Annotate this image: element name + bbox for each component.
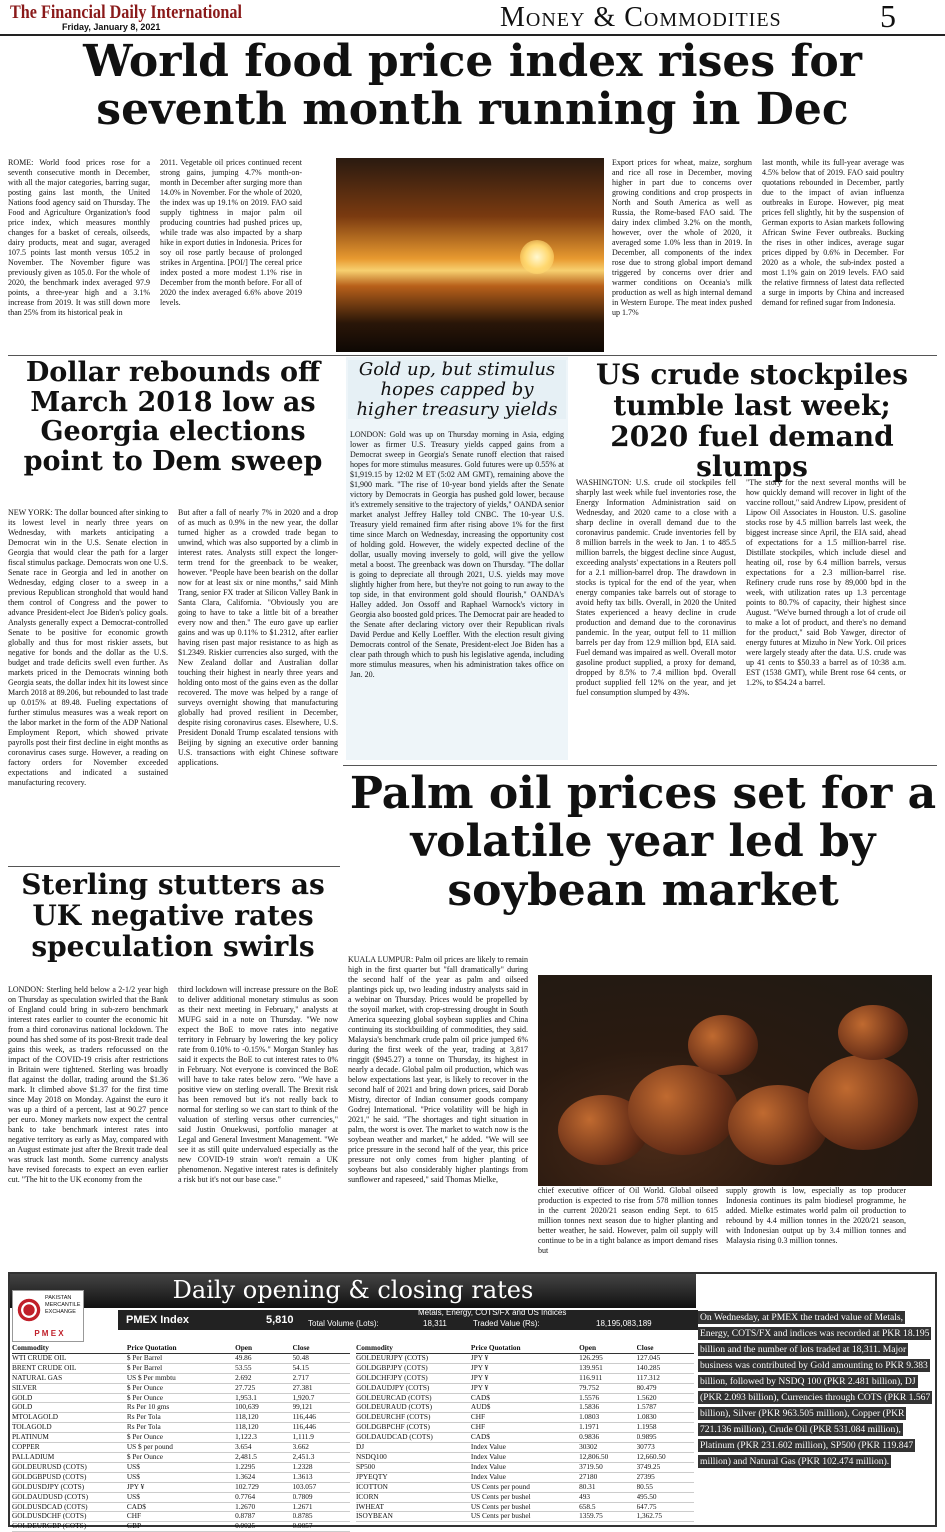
table-cell: 1,111.9 bbox=[292, 1433, 314, 1442]
table-cell: 27.381 bbox=[292, 1383, 313, 1392]
table-cell: 0.8787 bbox=[235, 1512, 256, 1521]
table-cell: $ Per Barrel bbox=[126, 1353, 163, 1362]
sterling-headline: Sterling stutters as UK negative rates speculation swirls bbox=[21, 868, 325, 963]
table-row bbox=[356, 1403, 694, 1413]
pmex-logo-text: PAKISTAN MERCANTILE EXCHANGE bbox=[45, 1295, 81, 1315]
table-cell: GOLDEURUSD (COTS) bbox=[12, 1462, 87, 1471]
table-row bbox=[12, 1413, 350, 1423]
table-cell: GOLDUSDCAD (COTS) bbox=[12, 1502, 88, 1511]
table-cell: 80.479 bbox=[636, 1383, 657, 1392]
table-row bbox=[12, 1423, 350, 1433]
gold-body: LONDON: Gold was up on Thursday morning in Asia, edging lower as firmer U.S. Treasury yields capped gains from a Democrat sweep in Georgia's Senate runoff election that raised hopes for more stimulus measures. Gold futures were up 0.55% at $1,919.15 by 12:02 M ET (5:02 AM GMT), remaining above the $1,900 mark. "The rise of 10-year bond yields after the Senate victory by Democrats in Georgia has pushed gold lower, because it's extremely sensitive to the trajectory of yields," OANDA senior market analyst Jeffrey Halley told CNBC. The 10-year U.S. Treasury yield remained firm after rising above 1% for the first time since March on Wednesday, increasing the opportunity cost of holding gold. However, the widely expected decline of the dollar, usually moving inversely to gold, will give the yellow metal a boost. The greenback was down on Thursday. "The dollar is going to depreciate all through 2021, U.S. yields may move slightly higher from here, but they're not going to run away to the top side, in that environment gold should flourish," OANDA's Halley added. Jon Ossoff and Raphael Warnock's victory in Georgia also boosted gold prices. The Democrat pair are headed to the Senate after declaring victory over their Republican rivals David Perdue and Kelly Loeffler. With the election result giving Democrats control of the Senate, President-elect Joe Biden has a clear path through which to push his legislative agenda, including more stimulus measures, when his administration takes office on Jan. 20. bbox=[350, 430, 564, 679]
table-cell: 12,806.50 bbox=[579, 1452, 609, 1461]
table-cell: Rs Per Tola bbox=[126, 1423, 161, 1432]
table-cell: US$ bbox=[126, 1472, 140, 1481]
table-cell: CHF bbox=[470, 1423, 486, 1432]
table-cell: 1.1971 bbox=[579, 1423, 600, 1432]
table-row bbox=[12, 1364, 350, 1374]
table-cell: 1.1958 bbox=[636, 1423, 657, 1432]
rates-commentary-text: On Wednesday, at PMEX the traded value of Metals, Energy, COTS/FX and indices was recorded at PKR 18.195 billion and the number of lots traded at 18,311. Major business was contributed by Gold amounting to PKR 9.383 billion, followed by NSDQ 100 (PKR 2.481 billion), DJ (PKR 2.093 billion), Currencies through COTS (PKR 1.567 billion), Silver (PKR 963.505 million), Copper (PKR 721.136 million), Crude Oil (PKR 531.084 million), Platinum (PKR 231.602 million), SP500 (PKR 119.847 million) and Natural Gas (PKR 102.474 million). bbox=[700, 1312, 931, 1467]
crude-headline: US crude stockpiles tumble last week; 2020 fuel demand slumps bbox=[596, 358, 908, 484]
table-cell: GOLDGBPUSD (COTS) bbox=[12, 1472, 87, 1481]
rates-commentary bbox=[698, 1310, 934, 1520]
issue-date: Friday, January 8, 2021 bbox=[62, 22, 161, 32]
table-cell: 100,639 bbox=[235, 1403, 259, 1412]
table-cell: 2.717 bbox=[292, 1373, 309, 1382]
table-cell: ISOYBEAN bbox=[356, 1512, 393, 1521]
table-cell: US Cents per pound bbox=[470, 1482, 530, 1491]
table-cell: ICOTTON bbox=[356, 1482, 388, 1491]
table-cell: 1.0803 bbox=[579, 1413, 600, 1422]
table-row bbox=[12, 1522, 350, 1532]
table-cell: 3719.50 bbox=[579, 1462, 603, 1471]
table-cell: GOLDEURCHF (COTS) bbox=[356, 1413, 431, 1422]
table-cell: JPY ¥ bbox=[470, 1373, 489, 1382]
table-cell: 80.55 bbox=[636, 1482, 653, 1491]
table-cell: GOLDAUDJPY (COTS) bbox=[356, 1383, 430, 1392]
pmex-index-value: 5,810 bbox=[266, 1314, 294, 1326]
rates-title: Daily opening & closing rates bbox=[172, 1276, 534, 1304]
table-row bbox=[356, 1354, 694, 1364]
table-cell: ICORN bbox=[356, 1492, 379, 1501]
table-cell: 3.654 bbox=[235, 1443, 252, 1452]
table-cell: 2,481.5 bbox=[235, 1452, 257, 1461]
table-cell: $ Per Barrel bbox=[126, 1363, 163, 1372]
table-cell: NSDQ100 bbox=[356, 1452, 387, 1461]
table-row bbox=[356, 1364, 694, 1374]
food-col-1: ROME: World food prices rose for a seventh consecutive month in December, with all the major categories, barring sugar, posting gains last month, the United Nations food agency said on Thursday. The Food and Agriculture Organization's food price index, which measures monthly changes for a basket of cereals, oilseeds, dairy products, meat and sugar, averaged 107.5 points last month versus 105.2 in November. The November figure was previously given as 105.0. For the whole of 2020, the benchmark index averaged 97.9 points, a three-year high and a 3.1% increase from 2019. It was still down more than 25% from its historical peak in bbox=[8, 158, 150, 317]
food-col-3: Export prices for wheat, maize, sorghum and rice all rose in December, moving higher in part due to concerns over growing conditions and crop prospects in North and South America as well as Russia, the Rome-based FAO said. The dairy index climbed 3.2% on the month, however, over the whole of 2020, it averaged some 1.0% less than in 2019. In December, all components of the index rose due to strong global import demand triggered by concerns over drier and warmer conditions on Oceania's milk production as well as high internal demand in Western Europe. The meat index pushed up 1.7% bbox=[612, 158, 752, 317]
table-cell: TOLAGOLD bbox=[12, 1423, 52, 1432]
table-cell: US Cents per bushel bbox=[470, 1512, 531, 1521]
table-cell: GOLDEURAUD (COTS) bbox=[356, 1403, 433, 1412]
table-cell: 103.057 bbox=[292, 1482, 317, 1491]
table-cell: COPPER bbox=[12, 1443, 40, 1452]
table-cell: GOLDUSDJPY (COTS) bbox=[12, 1482, 85, 1491]
table-cell: 1,920.7 bbox=[292, 1393, 315, 1402]
table-cell: CHF bbox=[126, 1512, 142, 1521]
table-row bbox=[12, 1473, 350, 1483]
table-cell: GOLDAUDUSD (COTS) bbox=[12, 1492, 89, 1501]
table-cell: MTOLAGOLD bbox=[12, 1413, 59, 1422]
table-row bbox=[356, 1493, 694, 1503]
table-cell: 1.3624 bbox=[235, 1472, 256, 1481]
column-header: Open bbox=[235, 1344, 253, 1352]
table-cell: GOLDEURCAD (COTS) bbox=[356, 1393, 432, 1402]
table-cell: 12,660.50 bbox=[636, 1452, 666, 1461]
table-cell: 1.5787 bbox=[636, 1403, 657, 1412]
table-cell: GOLDEURJPY (COTS) bbox=[356, 1353, 429, 1362]
table-cell: $ Per Ounce bbox=[126, 1452, 163, 1461]
table-cell: 50.48 bbox=[292, 1353, 309, 1362]
table-cell: 0.8785 bbox=[292, 1512, 313, 1521]
pmex-logo bbox=[12, 1290, 84, 1342]
table-cell: 99,121 bbox=[292, 1403, 313, 1412]
palm-col-3: supply growth is low, especially as top producer Indonesia continues its palm biodiesel programme, he added. Mielke estimates world palm oil production to rebound by 4.4 million tonnes in the 2020/21 season, with Indonesian output up by 3.4 million tonnes and Malaysia rising 0.3 million tonnes. bbox=[726, 1186, 906, 1245]
table-cell: WTI CRUDE OIL bbox=[12, 1353, 67, 1362]
table-cell: GOLD bbox=[12, 1393, 33, 1402]
table-cell: 1.2328 bbox=[292, 1462, 313, 1471]
table-cell: 1.5620 bbox=[636, 1393, 657, 1402]
table-cell: 79.752 bbox=[579, 1383, 600, 1392]
table-cell: 118,120 bbox=[235, 1423, 259, 1432]
table-row bbox=[356, 1473, 694, 1483]
table-row bbox=[356, 1423, 694, 1433]
table-cell: JPYEQTY bbox=[356, 1472, 388, 1481]
table-cell: 0.9895 bbox=[636, 1433, 657, 1442]
table-cell: SILVER bbox=[12, 1383, 37, 1392]
table-cell: JPY ¥ bbox=[470, 1353, 489, 1362]
table-cell: $ Per Ounce bbox=[126, 1433, 163, 1442]
table-cell: IWHEAT bbox=[356, 1502, 384, 1511]
table-cell: CHF bbox=[470, 1413, 486, 1422]
table-cell: JPY ¥ bbox=[470, 1363, 489, 1372]
rates-table-left bbox=[12, 1344, 350, 1532]
table-cell: NATURAL GAS bbox=[12, 1373, 63, 1382]
table-row bbox=[12, 1483, 350, 1493]
table-cell: GOLD bbox=[12, 1403, 33, 1412]
table-row bbox=[356, 1433, 694, 1443]
table-cell: Index Value bbox=[470, 1472, 506, 1481]
table-cell: US $ Per mmbtu bbox=[126, 1373, 176, 1382]
table-row bbox=[356, 1443, 694, 1453]
table-row bbox=[356, 1384, 694, 1394]
table-cell: 0.9836 bbox=[579, 1433, 600, 1442]
table-cell: 118,120 bbox=[235, 1413, 259, 1422]
dollar-headline: Dollar rebounds off March 2018 low as Georgia elections point to Dem sweep bbox=[23, 357, 323, 478]
traded-value: 18,195,083,189 bbox=[596, 1319, 652, 1328]
divider bbox=[8, 866, 340, 867]
table-cell: Index Value bbox=[470, 1462, 506, 1471]
table-cell: 1.2295 bbox=[235, 1462, 256, 1471]
table-row bbox=[12, 1394, 350, 1404]
table-cell: US Cents per bushel bbox=[470, 1492, 531, 1501]
table-row bbox=[356, 1394, 694, 1404]
table-cell: 27395 bbox=[636, 1472, 655, 1481]
food-headline: World food price index rises for seventh month running in Dec bbox=[83, 36, 862, 136]
table-cell: 116,446 bbox=[292, 1413, 316, 1422]
table-cell: 495.50 bbox=[636, 1492, 657, 1501]
table-cell: 1,122.3 bbox=[235, 1433, 257, 1442]
table-cell: 3749.25 bbox=[636, 1462, 661, 1471]
table-cell: GOLDEURGBP (COTS) bbox=[12, 1522, 87, 1531]
table-cell: 1,362.75 bbox=[636, 1512, 663, 1521]
table-cell: US $ per pound bbox=[126, 1443, 173, 1452]
table-cell: US Cents per bushel bbox=[470, 1502, 531, 1511]
table-cell: US$ bbox=[126, 1492, 140, 1501]
sun-glow bbox=[520, 240, 554, 274]
table-cell: 27180 bbox=[579, 1472, 598, 1481]
table-cell: CAD$ bbox=[470, 1433, 490, 1442]
table-cell: 1.2670 bbox=[235, 1502, 256, 1511]
table-cell: 1359.75 bbox=[579, 1512, 603, 1521]
newspaper-name: The Financial Daily International bbox=[10, 2, 242, 23]
table-cell: 102.729 bbox=[235, 1482, 259, 1491]
table-cell: 53.55 bbox=[235, 1363, 252, 1372]
table-row bbox=[12, 1403, 350, 1413]
page-number: 5 bbox=[880, 0, 896, 34]
table-cell: 0.7764 bbox=[235, 1492, 256, 1501]
table-row bbox=[12, 1433, 350, 1443]
table-cell: JPY ¥ bbox=[126, 1482, 145, 1491]
palm-headline: Palm oil prices set for a volatile year led by soybean market bbox=[349, 768, 937, 916]
table-cell: 2.692 bbox=[235, 1373, 252, 1382]
table-row bbox=[356, 1503, 694, 1513]
table-cell: US$ bbox=[126, 1462, 140, 1471]
crude-col-1: WASHINGTON: U.S. crude oil stockpiles fell sharply last week while fuel inventories rose, the Energy Information Administration said on Wednesday, and 2020 came to a close with a sharp decline in overall demand due to the coronavirus pandemic. Crude inventories fell by 8 million barrels in the week to Jan. 1 to 485.5 million barrels, the biggest decline since August, exceeding analysts' expectations in a Reuters poll for a 2.1 million-barrel drop. The drawdown in stocks is typical for the end of the year, when energy companies take barrels out of storage to avoid hefty tax bills. Overall, in 2020 the United States experienced a heavy decline in crude production and demand due to the coronavirus pandemic. In the year, output fell to 11 million barrels per day from 12.9 million bpd, EIA said. Fuel demand was impaired as well. Overall motor gasoline product supplied, a proxy for demand, dropped by 8.5% to 7.4 million bpd. Overall product supplied fell 12% on the year, and jet fuel consumption slumped by 43%. bbox=[576, 478, 736, 697]
table-row bbox=[12, 1493, 350, 1503]
table-row bbox=[12, 1512, 350, 1522]
table-cell: 1.3613 bbox=[292, 1472, 313, 1481]
table-cell: PLATINUM bbox=[12, 1433, 49, 1442]
table-cell: 1.2671 bbox=[292, 1502, 313, 1511]
table-cell: GOLDUSDCHF (COTS) bbox=[12, 1512, 87, 1521]
table-cell: 139.951 bbox=[579, 1363, 603, 1372]
volume-label: Total Volume (Lots): bbox=[308, 1319, 379, 1328]
section-title: Money & Commodities bbox=[500, 2, 782, 33]
table-cell: Rs Per 10 gms bbox=[126, 1403, 170, 1412]
table-cell: 30773 bbox=[636, 1443, 655, 1452]
table-cell: 127.045 bbox=[636, 1353, 661, 1362]
pmex-index-bar bbox=[118, 1310, 698, 1330]
wheat-sunset-photo bbox=[336, 158, 604, 352]
column-header: Open bbox=[579, 1344, 597, 1352]
sterling-col-1: LONDON: Sterling held below a 2-1/2 year high on Thursday as speculation swirled that the Bank of England could bring in sub-zero benchmark interest rates earlier to counter the economic hit from a third coronavirus national lockdown. The pound has shed some of its post-Brexit trade deal gains this week, as traders refocussed on the impact of the COVID-19 crisis after restrictions in Britain were tightened. Sterling was broadly flat against the dollar, trading around the $1.36 mark. It climbed above $1.37 for the first time since May 2018 on Monday. Against the euro it was up a third of a percent, last at 90.27 pence per euro. Money markets now expect the central bank to take benchmark interest rates into negative territory as early as May, compared with an August estimate just after the Brexit trade deal was struck last month. Some currency analysts have revised forecasts to expect an even earlier cut. "The hit to the UK economy from the bbox=[8, 985, 168, 1184]
table-cell: 3.662 bbox=[292, 1443, 309, 1452]
volume-value: 18,311 bbox=[423, 1319, 447, 1328]
table-cell: GOLDAUDCAD (COTS) bbox=[356, 1433, 433, 1442]
column-header: Price Quotation bbox=[470, 1344, 521, 1352]
table-cell: 117.312 bbox=[636, 1373, 660, 1382]
table-cell: $ Per Ounce bbox=[126, 1383, 163, 1392]
table-row bbox=[12, 1384, 350, 1394]
rates-subtitle: Metals, Energy, COTS/FX and US Indices bbox=[418, 1308, 567, 1317]
table-cell: 1.5576 bbox=[579, 1393, 600, 1402]
column-header: Price Quotation bbox=[126, 1344, 177, 1352]
table-row bbox=[12, 1453, 350, 1463]
table-cell: 493 bbox=[579, 1492, 591, 1501]
table-cell: GBP bbox=[126, 1522, 142, 1531]
table-cell: 1,953.1 bbox=[235, 1393, 257, 1402]
table-cell: PALLADIUM bbox=[12, 1452, 55, 1461]
table-row bbox=[12, 1503, 350, 1513]
table-header bbox=[12, 1344, 350, 1354]
table-cell: Index Value bbox=[470, 1452, 506, 1461]
table-row bbox=[12, 1354, 350, 1364]
table-row bbox=[12, 1463, 350, 1473]
column-header: Commodity bbox=[356, 1344, 393, 1352]
table-row bbox=[12, 1443, 350, 1453]
table-cell: $ Per Ounce bbox=[126, 1393, 163, 1402]
table-cell: 30302 bbox=[579, 1443, 598, 1452]
table-cell: 0.9057 bbox=[292, 1522, 313, 1531]
table-cell: Index Value bbox=[470, 1443, 506, 1452]
table-row bbox=[356, 1483, 694, 1493]
table-cell: 80.31 bbox=[579, 1482, 596, 1491]
palm-col-1: KUALA LUMPUR: Palm oil prices are likely to remain high in the first quarter but "fall dramatically" during the second half of the year as palm and oilseed plantings pick up, two leading industry analysts said in a webinar on Thursday. Prices would be propelled by the soyoil market, with crop-stressing drought in South America squeezing global soybean supplies and China continuing its stockbuilding of commodities, they said. Malaysia's benchmark crude palm oil price jumped 6% during the first week of the year, trading at 3,817 ringgit ($945.27) a tonne on Thursday, its highest in nearly a decade. Global palm oil production, which was below expectations last year, is likely to recover in the second half of 2021 and bring down prices, said Dorab Mistry, director of Indian consumer goods company Godrej International. "Price volatility will be high in 2021," he said. "The shortages and tight situation in palm, the worst is over. The market to watch now is the soybean weather and market," he added. "We will see price pressure in the second half of the year, this price pressure not only comes from higher planting of soybeans but also considerably higher plantings from sunflower and rapeseed," said Thomas Mielke, bbox=[348, 955, 528, 1184]
table-row bbox=[356, 1463, 694, 1473]
table-cell: Rs Per Tola bbox=[126, 1413, 161, 1422]
table-cell: CAD$ bbox=[126, 1502, 146, 1511]
table-cell: 116.911 bbox=[579, 1373, 603, 1382]
table-cell: GOLDGBPCHF (COTS) bbox=[356, 1423, 430, 1432]
sterling-col-2: third lockdown will increase pressure on the BoE to deliver additional monetary stimulus as soon as their next meeting in February," analysts at MUFG said in a note on Thursday. "We now expect the BoE to move rates into negative territory in February by lowering the key policy rate from 0.10% to -0.15%." Morgan Stanley has said it expects the BoE to cut interest rates to 0% in February. Not everyone is convinced the BoE will have to take rates below zero. "We have a positive view on sterling overall. The Brexit risk has been removed but it's not really back to normal for sterling so we can start to think of the valuation of sterling versus other currencies," said Justin Onuekwusi, portfolio manager at Legal and General Investment Management. "We see it as still quite undervalued especially as the new COVID-19 strain won't remain a UK phenomenon. Negative interest rates is definitely a risk but it's not our base case." bbox=[178, 985, 338, 1184]
table-cell: 27.725 bbox=[235, 1383, 256, 1392]
table-cell: JPY ¥ bbox=[470, 1383, 489, 1392]
column-header: Close bbox=[292, 1344, 310, 1352]
food-col-2: 2011. Vegetable oil prices continued recent strong gains, jumping 4.7% month-on-month in December after surging more than 14.0% in November. For the whole of 2020, the index was up 19.1% on 2019. FAO said supply tightness in major palm oil producing countries had pushed prices up, while trade was also impacted by a sharp hike in export duties in Indonesia. Prices for soy oil rose partly because of prolonged strikes in Argentina. [POI/] The cereal price index posted a more modest 1.1% rise in December from the month before. For all of 2020 the index averaged 6.6% above 2019 levels. bbox=[160, 158, 302, 307]
table-cell: 140.285 bbox=[636, 1363, 661, 1372]
column-header: Commodity bbox=[12, 1344, 49, 1352]
table-cell: 0.9025 bbox=[235, 1522, 256, 1531]
column-header: Close bbox=[636, 1344, 654, 1352]
table-cell: 1.5836 bbox=[579, 1403, 600, 1412]
dollar-col-1: NEW YORK: The dollar bounced after sinking to its lowest level in nearly three years on Wednesday, with markets anticipating a Democrat win in the U.S. Senate election in Georgia that would clear the path for a larger fiscal stimulus package. Democrats won one U.S. Senate race in Georgia and led in another on Wednesday, edging closer to a sweep in a previous Republican stronghold that would hand them control of Congress and the power to advance President-elect Joe Biden's policy goals. Analysts generally expect a Democrat-controlled Senate to be positive for economic growth globally and thus for most riskier assets, but negative for bonds and the dollar as the U.S. budget and trade deficits swell even further. As markets priced in the Democrats winning both Georgia seats, the dollar index hit its lowest since March 2018 at 89.206, but rebounded to last trade up 0.015% at 89.48. Fueling expectations of further stimulus measures was a weak report on the labor market in the form of the ADP National Employment Report, which showed private payrolls post their first decline in eight months as coronavirus cases surge. However, a reading on factory orders for November exceeded expectations and indicated a sustained manufacturing recovery. bbox=[8, 508, 168, 787]
gold-headline: Gold up, but stimulus hopes capped by higher treasury yields bbox=[348, 360, 566, 419]
divider bbox=[343, 765, 937, 766]
table-cell: 0.7809 bbox=[292, 1492, 313, 1501]
table-row bbox=[12, 1374, 350, 1384]
crude-col-2: "The story for the next several months will be how quickly demand will recover in light of the vaccine rollout," said Andrew Lipow, president of Lipow Oil Associates in Houston. U.S. gasoline stocks rose by 4.5 million barrels last week, the biggest increase since April, the EIA said, ahead of expectations for a 1.5 million-barrel rise. Distillate stockpiles, which include diesel and heating oil, rose by 6.4 million barrels, versus expectations for a 2.3 million-barrel rise. Refinery crude runs rose by 89,000 bpd in the week, with utilization rates up 1.3 percentage points to 80.7% of capacity, their highest since August. "We've burned through a lot of crude oil to make a lot of product, and there's no demand for the product," said Bob Yawger, director of energy futures at Mizuho in New York. Oil prices were largely steady after the data. U.S. crude was up 41 cents to $50.33 a barrel as of 10:38 a.m. EST (1538 GMT), while Brent rose 64 cents, or 1.2%, to $54.24 a barrel. bbox=[746, 478, 906, 687]
table-row bbox=[356, 1453, 694, 1463]
table-cell: 647.75 bbox=[636, 1502, 657, 1511]
dollar-col-2: But after a fall of nearly 7% in 2020 and a drop of as much as 0.9% in the new year, the dollar turned higher as a crowded trade began to unwind, which was also supported by a climb in interest rates. Analysts still expect the longer-term trend for the greenback to be weaker, however. "People have been bearish on the dollar now for at least six or nine months," said Minh Trang, senior FX trader at Silicon Valley Bank in Santa Clara, California. "Obviously you are going to have to take a little bit of a breather every now and then." The euro gave up earlier gains and was up 0.11% to $1.2312, after earlier having risen past major resistance to as high as $1.2349. Riskier currencies also surged, with the New Zealand dollar and Australian dollar touching their highest in nearly three years and holding onto most of the gains even as the dollar recovered. The move was helped by a range of surveys overnight showing that manufacturing globally had proved resilient in December, despite rising coronavirus cases. Elsewhere, U.S. President Donald Trump escalated tensions with Beijing by signing an executive order banning U.S. transactions with eight Chinese software applications. bbox=[178, 508, 338, 767]
table-cell: AUD$ bbox=[470, 1403, 491, 1412]
table-row bbox=[356, 1512, 694, 1522]
divider bbox=[8, 355, 937, 356]
table-cell: 126.295 bbox=[579, 1353, 603, 1362]
table-cell: 49.86 bbox=[235, 1353, 252, 1362]
table-cell: GOLDCHFJPY (COTS) bbox=[356, 1373, 428, 1382]
table-cell: 658.5 bbox=[579, 1502, 596, 1511]
pmex-emblem-icon bbox=[16, 1297, 42, 1323]
traded-label: Traded Value (Rs): bbox=[473, 1319, 540, 1328]
table-row bbox=[356, 1374, 694, 1384]
palm-col-2: chief executive officer of Oil World. Global oilseed production is expected to rise from 578 million tonnes in the current 2020/21 season ending Sept. to 615 million tonnes next season due to higher planting and better weather, he said. However, palm oil supply will continue to be in a tight balance as import demand rises but bbox=[538, 1186, 718, 1255]
food-col-4: last month, while its full-year average was 4.5% below that of 2019. FAO said poultry quotations rebounded in December, partly due to the impact of avian influenza outbreaks in Europe. However, pig meat prices fell slightly, hit by the suspension of German exports to Asian markets following African Swine Fever outbreaks. Bucking the rises in other indices, average sugar prices dipped by 0.6% in December. For 2020 as a whole, the sub-index posted a most 1.1% gain on 2019 levels. FAO said the relative firmness of latest data reflected a surge in imports by China and increased demand for refined sugar from Indonesia. bbox=[762, 158, 904, 307]
pmex-index-label: PMEX Index bbox=[126, 1314, 189, 1326]
table-cell: BRENT CRUDE OIL bbox=[12, 1363, 77, 1372]
table-cell: GOLDGBPJPY (COTS) bbox=[356, 1363, 428, 1372]
pmex-logo-abbr: P M E X bbox=[34, 1329, 64, 1338]
table-cell: 2,451.3 bbox=[292, 1452, 315, 1461]
table-cell: 1.0830 bbox=[636, 1413, 657, 1422]
table-cell: 116,446 bbox=[292, 1423, 316, 1432]
rates-table-right bbox=[356, 1344, 694, 1522]
table-header bbox=[356, 1344, 694, 1354]
table-row bbox=[356, 1413, 694, 1423]
table-cell: SP500 bbox=[356, 1462, 376, 1471]
table-cell: 54.15 bbox=[292, 1363, 309, 1372]
table-cell: DJ bbox=[356, 1443, 365, 1452]
palm-fruit-photo bbox=[538, 975, 932, 1186]
table-cell: CAD$ bbox=[470, 1393, 490, 1402]
